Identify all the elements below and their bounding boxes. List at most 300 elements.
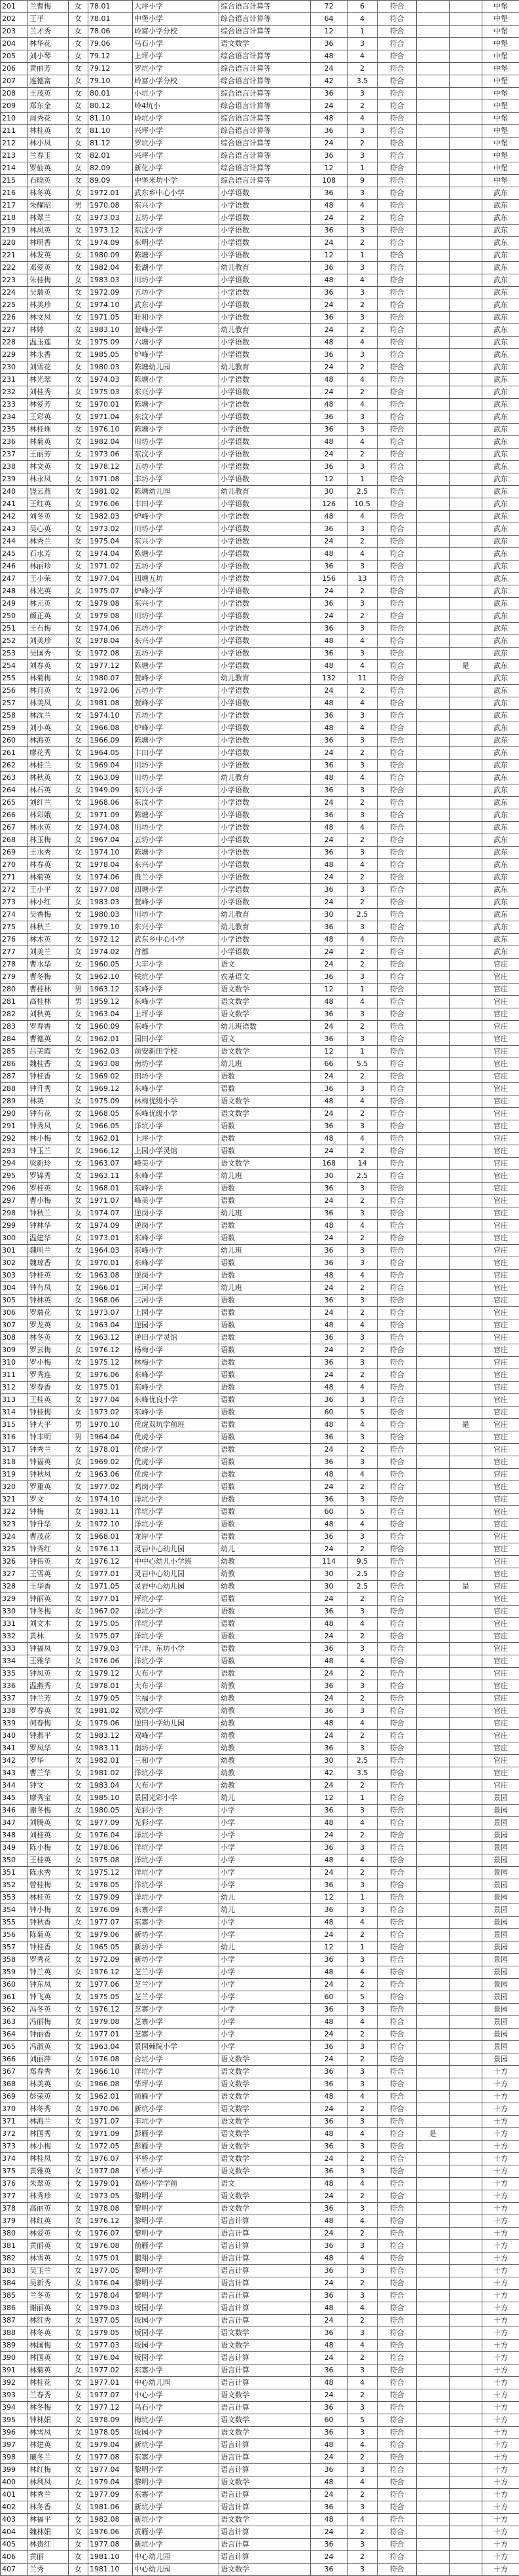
cell-years: 2.5: [348, 1755, 378, 1767]
cell-row-number: 364: [1, 2029, 28, 2041]
cell-eligibility: 符合: [378, 361, 417, 374]
cell-years: 4: [348, 1469, 378, 1481]
cell-years: 3: [348, 461, 378, 473]
table-row: [1, 337, 519, 349]
cell-flag-a: [417, 511, 450, 523]
cell-teacher-name: 钟林娟: [28, 2414, 69, 2427]
cell-township: 官庄: [482, 1431, 519, 1444]
cell-subject: 小学语数: [219, 872, 311, 884]
cell-township: 武东: [482, 884, 519, 896]
cell-eligibility: 符合: [378, 909, 417, 921]
cell-township: 十方: [482, 2203, 519, 2215]
cell-eligibility: 符合: [378, 984, 417, 996]
cell-subject: 综合语言计算等: [219, 26, 311, 38]
table-row: [1, 598, 519, 610]
cell-gender: 女: [69, 312, 88, 324]
cell-subject: 语言计算: [219, 2551, 311, 2564]
table-row: [1, 1954, 519, 1966]
cell-months: 24: [311, 1195, 348, 1207]
cell-row-number: 234: [1, 411, 28, 424]
cell-township: 景园: [482, 1830, 519, 1842]
cell-eligibility: 符合: [378, 26, 417, 38]
cell-township: 官庄: [482, 1220, 519, 1232]
cell-gender: 女: [69, 138, 88, 150]
cell-township: 武东: [482, 809, 519, 822]
cell-start-date: 1974.02: [88, 946, 133, 959]
cell-township: 武东: [482, 411, 519, 424]
cell-row-number: 219: [1, 225, 28, 237]
cell-months: 24: [311, 747, 348, 760]
cell-years: 3: [348, 1257, 378, 1270]
cell-teacher-name: 钟丽英: [28, 1593, 69, 1606]
cell-school: 陈塘小学: [133, 374, 219, 386]
cell-months: 24: [311, 2153, 348, 2165]
cell-teacher-name: 林美珍: [28, 299, 69, 312]
cell-township: 十方: [482, 2501, 519, 2514]
cell-months: 12: [311, 984, 348, 996]
cell-township: 官庄: [482, 1767, 519, 1780]
cell-row-number: 357: [1, 1941, 28, 1954]
cell-township: 武东: [482, 784, 519, 797]
cell-flag-a: [417, 100, 450, 113]
cell-gender: 女: [69, 1133, 88, 1145]
cell-months: 24: [311, 1693, 348, 1705]
cell-flag-b: [450, 2414, 482, 2427]
cell-school: 林梅小学: [133, 1357, 219, 1369]
cell-start-date: 82.01: [88, 150, 133, 162]
table-row: [1, 697, 519, 710]
cell-row-number: 294: [1, 1158, 28, 1170]
cell-eligibility: 符合: [378, 934, 417, 946]
cell-gender: 女: [69, 971, 88, 984]
table-row: [1, 2103, 519, 2116]
cell-gender: 男: [69, 200, 88, 212]
cell-eligibility: 符合: [378, 1494, 417, 1506]
cell-eligibility: 符合: [378, 1046, 417, 1058]
cell-teacher-name: 林秋英: [28, 772, 69, 784]
cell-subject: 语言计算: [219, 2290, 311, 2302]
cell-township: 武东: [482, 225, 519, 237]
cell-row-number: 342: [1, 1755, 28, 1767]
cell-years: 3: [348, 2402, 378, 2414]
cell-eligibility: 符合: [378, 1917, 417, 1929]
table-row: [1, 1494, 519, 1506]
cell-gender: 女: [69, 1245, 88, 1257]
cell-eligibility: 符合: [378, 959, 417, 971]
cell-teacher-name: 温建华: [28, 1232, 69, 1245]
cell-start-date: 1968.01: [88, 1531, 133, 1543]
cell-months: 36: [311, 847, 348, 859]
cell-start-date: 1962.01: [88, 2091, 133, 2103]
cell-gender: 女: [69, 2526, 88, 2539]
cell-flag-b: [450, 1792, 482, 1805]
cell-subject: 语言计算: [219, 2352, 311, 2364]
table-row: [1, 2414, 519, 2427]
cell-flag-a: [417, 1319, 450, 1332]
cell-gender: 女: [69, 2277, 88, 2290]
cell-school: 洋坑小学: [133, 1518, 219, 1531]
cell-eligibility: 符合: [378, 2302, 417, 2315]
cell-flag-b: [450, 2141, 482, 2153]
cell-months: 36: [311, 598, 348, 610]
table-row: [1, 473, 519, 486]
cell-eligibility: 符合: [378, 2501, 417, 2514]
cell-years: 4: [348, 1966, 378, 1979]
cell-teacher-name: 林光翠: [28, 374, 69, 386]
cell-township: 景园: [482, 1917, 519, 1929]
cell-township: 十方: [482, 2153, 519, 2165]
cell-gender: 女: [69, 125, 88, 138]
cell-teacher-name: 钟林英: [28, 1295, 69, 1307]
cell-teacher-name: 王石梅: [28, 623, 69, 635]
cell-months: 42: [311, 75, 348, 88]
cell-months: 12: [311, 1792, 348, 1805]
cell-township: 武东: [482, 598, 519, 610]
cell-flag-a: [417, 859, 450, 872]
cell-subject: 小学语数: [219, 287, 311, 299]
cell-flag-a: [417, 486, 450, 498]
cell-subject: 语数: [219, 1469, 311, 1481]
table-row: [1, 2526, 519, 2539]
cell-eligibility: 符合: [378, 2489, 417, 2501]
cell-township: 十方: [482, 2539, 519, 2551]
cell-teacher-name: 吴玉兰: [28, 2265, 69, 2277]
cell-gender: 女: [69, 2265, 88, 2277]
cell-subject: 语言计算: [219, 2364, 311, 2377]
cell-months: 48: [311, 113, 348, 125]
cell-eligibility: 符合: [378, 411, 417, 424]
cell-gender: 女: [69, 2165, 88, 2178]
cell-eligibility: 符合: [378, 1257, 417, 1270]
table-row: [1, 1407, 519, 1419]
cell-flag-b: [450, 461, 482, 473]
cell-months: 36: [311, 2290, 348, 2302]
cell-township: 官庄: [482, 1742, 519, 1755]
cell-gender: 女: [69, 324, 88, 337]
cell-gender: 女: [69, 1954, 88, 1966]
cell-start-date: 1963.09: [88, 772, 133, 784]
cell-school: 灵岩中心幼儿园: [133, 1581, 219, 1593]
table-row: [1, 2439, 519, 2452]
cell-township: 中堡: [482, 88, 519, 100]
cell-school: 双峰小学: [133, 1730, 219, 1742]
cell-subject: 小学语数: [219, 449, 311, 461]
cell-flag-a: [417, 312, 450, 324]
cell-years: 11: [348, 672, 378, 685]
cell-subject: 幼教: [219, 1730, 311, 1742]
cell-township: 武东: [482, 262, 519, 274]
cell-teacher-name: 钟桂香: [28, 1941, 69, 1954]
cell-start-date: 1965.05: [88, 1941, 133, 1954]
cell-start-date: 1975.01: [88, 2253, 133, 2265]
cell-months: 36: [311, 349, 348, 361]
cell-teacher-name: 林桂英: [28, 1892, 69, 1904]
cell-start-date: 1977.01: [88, 1593, 133, 1606]
cell-years: 3: [348, 2464, 378, 2476]
cell-months: 48: [311, 772, 348, 784]
cell-school: 洋坑小学: [133, 1606, 219, 1618]
cell-township: 景园: [482, 1929, 519, 1941]
cell-start-date: 1976.12: [88, 2004, 133, 2016]
cell-flag-a: [417, 934, 450, 946]
cell-township: 景园: [482, 1991, 519, 2004]
table-row: [1, 1979, 519, 1991]
cell-start-date: 1975.05: [88, 1991, 133, 2004]
cell-school: 东兴小学: [133, 921, 219, 934]
cell-township: 十方: [482, 2564, 519, 2576]
cell-years: 1: [348, 26, 378, 38]
cell-subject: 小学语数: [219, 660, 311, 672]
cell-school: 岭富小学分校: [133, 75, 219, 88]
cell-flag-a: [417, 1170, 450, 1183]
cell-eligibility: 符合: [378, 1407, 417, 1419]
cell-eligibility: 符合: [378, 2526, 417, 2539]
cell-gender: 女: [69, 685, 88, 697]
cell-teacher-name: 王小平: [28, 884, 69, 896]
cell-school: 东寨小学: [133, 2452, 219, 2464]
cell-teacher-name: 林红英: [28, 2215, 69, 2228]
cell-flag-b: [450, 2564, 482, 2576]
cell-months: 24: [311, 797, 348, 809]
cell-gender: 女: [69, 1643, 88, 1655]
cell-school: 灵岩中心幼儿园: [133, 1543, 219, 1556]
cell-township: 武东: [482, 324, 519, 337]
cell-flag-a: [417, 585, 450, 598]
cell-eligibility: 符合: [378, 1058, 417, 1071]
cell-township: 官庄: [482, 1046, 519, 1058]
cell-gender: 女: [69, 2253, 88, 2265]
cell-flag-b: [450, 1904, 482, 1917]
cell-flag-a: [417, 1518, 450, 1531]
cell-eligibility: 符合: [378, 374, 417, 386]
cell-township: 十方: [482, 2091, 519, 2103]
cell-start-date: 1971.09: [88, 809, 133, 822]
cell-teacher-name: 兰秀: [28, 2564, 69, 2576]
cell-row-number: 399: [1, 2464, 28, 2476]
cell-school: 杨梅小学: [133, 1344, 219, 1357]
cell-flag-b: [450, 2228, 482, 2240]
cell-eligibility: 符合: [378, 1344, 417, 1357]
cell-school: 东峰小学: [133, 996, 219, 1008]
cell-teacher-name: 魏林娟: [28, 2526, 69, 2539]
cell-eligibility: 符合: [378, 138, 417, 150]
cell-row-number: 301: [1, 1245, 28, 1257]
cell-years: 2: [348, 1543, 378, 1556]
cell-months: 24: [311, 959, 348, 971]
cell-township: 官庄: [482, 1531, 519, 1543]
cell-flag-b: [450, 75, 482, 88]
cell-gender: 女: [69, 2377, 88, 2389]
cell-flag-a: [417, 2564, 450, 2576]
cell-start-date: 1971.05: [88, 1581, 133, 1593]
table-row: [1, 1805, 519, 1817]
cell-months: 36: [311, 1008, 348, 1021]
cell-teacher-name: 高桂林: [28, 996, 69, 1008]
cell-years: 5: [348, 1506, 378, 1518]
cell-township: 官庄: [482, 1705, 519, 1718]
cell-subject: 小学语数: [219, 946, 311, 959]
cell-flag-a: [417, 623, 450, 635]
table-row: [1, 2315, 519, 2327]
cell-flag-b: [450, 1630, 482, 1643]
cell-flag-a: [417, 1058, 450, 1071]
cell-months: 48: [311, 50, 348, 63]
cell-start-date: 1973.03: [88, 212, 133, 225]
cell-row-number: 365: [1, 2041, 28, 2053]
cell-start-date: 1978.01: [88, 1444, 133, 1456]
cell-flag-a: [417, 1954, 450, 1966]
cell-teacher-name: 陈小梅: [28, 1842, 69, 1854]
cell-township: 武东: [482, 573, 519, 585]
cell-row-number: 366: [1, 2053, 28, 2066]
cell-start-date: 1966.08: [88, 722, 133, 735]
cell-row-number: 287: [1, 1071, 28, 1083]
cell-school: 中心小学: [133, 2389, 219, 2402]
cell-eligibility: 符合: [378, 1792, 417, 1805]
table-row: [1, 984, 519, 996]
cell-start-date: 1981.08: [88, 697, 133, 710]
cell-flag-a: [417, 2066, 450, 2078]
cell-flag-a: [417, 1556, 450, 1568]
cell-school: 五坊小学: [133, 561, 219, 573]
cell-flag-a: [417, 1133, 450, 1145]
cell-years: 3: [348, 1742, 378, 1755]
cell-flag-a: [417, 1071, 450, 1083]
cell-school: 洋坑小学: [133, 1879, 219, 1892]
cell-start-date: 1976.08: [88, 2053, 133, 2066]
cell-flag-b: [450, 2402, 482, 2414]
cell-teacher-name: 刘春英: [28, 660, 69, 672]
cell-flag-a: [417, 1307, 450, 1319]
cell-township: 官庄: [482, 1655, 519, 1668]
cell-start-date: 1980.05: [88, 1805, 133, 1817]
cell-gender: 女: [69, 1008, 88, 1021]
cell-flag-b: [450, 1618, 482, 1630]
cell-flag-b: [450, 1767, 482, 1780]
cell-start-date: 1962.01: [88, 1033, 133, 1046]
cell-eligibility: 符合: [378, 685, 417, 697]
cell-years: 4: [348, 1718, 378, 1730]
cell-township: 十方: [482, 2290, 519, 2302]
table-row: [1, 38, 519, 50]
cell-months: 24: [311, 1071, 348, 1083]
cell-years: 2: [348, 1444, 378, 1456]
cell-row-number: 244: [1, 536, 28, 548]
cell-school: 东峰优良小学: [133, 1394, 219, 1407]
cell-months: 12: [311, 162, 348, 175]
cell-flag-b: [450, 2029, 482, 2041]
cell-school: 东峰小学: [133, 1170, 219, 1183]
cell-gender: 女: [69, 436, 88, 449]
cell-eligibility: 符合: [378, 473, 417, 486]
cell-eligibility: 符合: [378, 1245, 417, 1257]
cell-months: 24: [311, 1108, 348, 1120]
cell-row-number: 227: [1, 324, 28, 337]
cell-township: 十方: [482, 2141, 519, 2153]
cell-township: 武东: [482, 312, 519, 324]
cell-township: 武东: [482, 424, 519, 436]
cell-teacher-name: 林桂珠: [28, 424, 69, 436]
cell-row-number: 341: [1, 1742, 28, 1755]
cell-township: 武东: [482, 934, 519, 946]
cell-row-number: 383: [1, 2265, 28, 2277]
cell-flag-b: [450, 1917, 482, 1929]
cell-eligibility: 符合: [378, 573, 417, 585]
cell-township: 十方: [482, 2116, 519, 2128]
cell-subject: 小学语数: [219, 299, 311, 312]
cell-school: 东峰小学: [133, 1369, 219, 1382]
cell-row-number: 233: [1, 399, 28, 411]
cell-gender: 女: [69, 2352, 88, 2364]
cell-eligibility: 符合: [378, 212, 417, 225]
cell-eligibility: 符合: [378, 249, 417, 262]
cell-teacher-name: 林建英: [28, 2439, 69, 2452]
cell-school: 洋坑小学: [133, 1655, 219, 1668]
cell-flag-b: [450, 2389, 482, 2402]
cell-row-number: 302: [1, 1257, 28, 1270]
table-row: [1, 2078, 519, 2091]
table-row: [1, 1332, 519, 1344]
cell-subject: 小学语数: [219, 635, 311, 648]
cell-gender: 女: [69, 2452, 88, 2464]
cell-start-date: 1974.03: [88, 374, 133, 386]
table-row: [1, 1854, 519, 1867]
cell-gender: 女: [69, 1742, 88, 1755]
cell-flag-a: [417, 1108, 450, 1120]
table-row: [1, 88, 519, 100]
cell-teacher-name: 魏琼香: [28, 1257, 69, 1270]
cell-subject: 小学: [219, 2004, 311, 2016]
table-row: [1, 760, 519, 772]
cell-subject: 语文数学: [219, 2427, 311, 2439]
cell-teacher-name: 林水英: [28, 822, 69, 834]
cell-row-number: 213: [1, 150, 28, 162]
cell-months: 36: [311, 1705, 348, 1718]
cell-years: 2: [348, 1979, 378, 1991]
cell-flag-b: [450, 1394, 482, 1407]
cell-years: 4: [348, 511, 378, 523]
cell-eligibility: 符合: [378, 2564, 417, 2576]
cell-subject: 小学语数: [219, 473, 311, 486]
cell-flag-b: [450, 1830, 482, 1842]
cell-flag-b: [450, 1033, 482, 1046]
cell-years: 3: [348, 312, 378, 324]
cell-years: 2: [348, 138, 378, 150]
cell-subject: 语言计算: [219, 2402, 311, 2414]
cell-years: 2: [348, 299, 378, 312]
cell-school: 逆田小学幼儿园: [133, 1718, 219, 1730]
cell-start-date: 1972.09: [88, 1954, 133, 1966]
cell-months: 24: [311, 1780, 348, 1792]
table-row: [1, 685, 519, 697]
cell-subject: 幼儿: [219, 1543, 311, 1556]
cell-flag-b: [450, 1941, 482, 1954]
cell-months: 36: [311, 2240, 348, 2253]
cell-eligibility: 符合: [378, 2004, 417, 2016]
cell-row-number: 368: [1, 2078, 28, 2091]
cell-eligibility: 符合: [378, 610, 417, 623]
cell-start-date: 1983.11: [88, 1506, 133, 1518]
cell-eligibility: 符合: [378, 1133, 417, 1145]
cell-flag-b: [450, 1245, 482, 1257]
table-row: [1, 1680, 519, 1693]
cell-months: 48: [311, 374, 348, 386]
cell-flag-b: [450, 1008, 482, 1021]
table-row: [1, 548, 519, 561]
cell-gender: 女: [69, 1046, 88, 1058]
cell-subject: 幼儿教育: [219, 672, 311, 685]
cell-school: 萱峰小学: [133, 697, 219, 710]
